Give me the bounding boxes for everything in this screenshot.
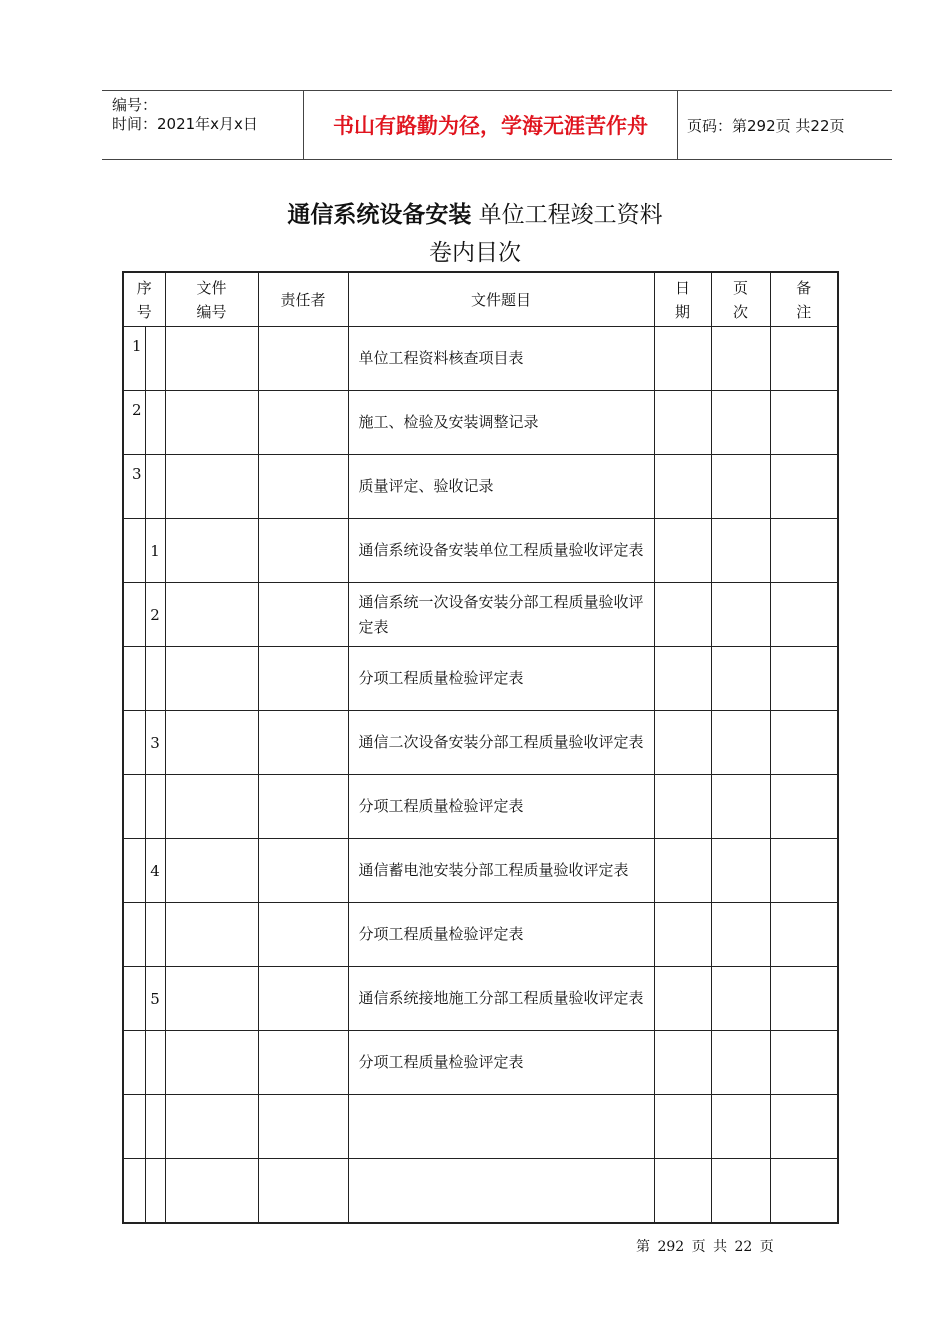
date-cell [654,711,711,775]
file-no-cell [165,903,258,967]
date-cell [654,455,711,519]
seq-cell [123,839,145,903]
col-header-seq: 序 号 [123,272,165,327]
page-cell [711,647,770,711]
document-title [0,196,950,229]
title-rest: 单位工程竣工资料 [471,202,663,228]
file-no-cell [165,967,258,1031]
date-cell [654,647,711,711]
title-cell: 分项工程质量检验评定表 [348,775,654,839]
seq-cell: 1 [123,327,145,391]
header-meta [102,91,303,159]
seq-cell [123,1159,145,1224]
table-row [123,327,838,391]
header-slogan: 书山有路勤为径，学海无涯苦作舟 [303,91,678,159]
date-cell [654,391,711,455]
owner-cell [258,967,348,1031]
file-no-cell [165,519,258,583]
seq-cell [123,647,145,711]
page-cell [711,455,770,519]
document-subtitle: 卷内目次 [429,240,521,266]
remark-cell [770,903,838,967]
table-row [123,903,838,967]
remark-cell [770,711,838,775]
col-header-remark: 备 注 [770,272,838,327]
date-cell [654,1095,711,1159]
title-cell: 通信系统设备安装单位工程质量验收评定表 [348,519,654,583]
title-bold: 通信系统设备安装 [287,201,472,228]
title-cell: 通信蓄电池安装分部工程质量验收评定表 [348,839,654,903]
page-cell [711,967,770,1031]
file-no-cell [165,1159,258,1224]
subseq-cell [145,775,165,839]
title-cell: 单位工程资料核查项目表 [348,327,654,391]
subseq-cell: 3 [145,711,165,775]
owner-cell [258,391,348,455]
remark-cell [770,647,838,711]
document-header [102,90,892,160]
title-cell [348,1095,654,1159]
title-cell: 分项工程质量检验评定表 [348,903,654,967]
title-cell: 质量评定、验收记录 [348,455,654,519]
file-no-cell [165,1095,258,1159]
subseq-cell [145,1159,165,1224]
remark-cell [770,519,838,583]
page-cell [711,1031,770,1095]
file-no-cell [165,775,258,839]
remark-cell [770,1031,838,1095]
date-cell [654,327,711,391]
page-footer: 第 292 页 共 22 页 [636,1239,774,1255]
file-no-cell [165,455,258,519]
col-header-file-no: 文件 编号 [165,272,258,327]
seq-cell [123,583,145,647]
seq-cell [123,1031,145,1095]
subseq-cell [145,391,165,455]
date-cell [654,775,711,839]
date-cell [654,583,711,647]
owner-cell [258,839,348,903]
subseq-cell [145,455,165,519]
subseq-cell [145,647,165,711]
seq-cell: 3 [123,455,145,519]
title-cell: 分项工程质量检验评定表 [348,1031,654,1095]
table-row [123,775,838,839]
page-cell [711,711,770,775]
subseq-cell [145,1095,165,1159]
file-no-cell [165,711,258,775]
table-row [123,583,838,647]
date-cell [654,519,711,583]
file-no-cell [165,1031,258,1095]
date-cell [654,1031,711,1095]
seq-cell [123,1095,145,1159]
owner-cell [258,455,348,519]
remark-cell [770,1095,838,1159]
table-row [123,519,838,583]
col-header-owner: 责任者 [258,272,348,327]
owner-cell [258,519,348,583]
date-cell [654,1159,711,1224]
remark-cell [770,455,838,519]
subseq-cell: 1 [145,519,165,583]
seq-cell [123,967,145,1031]
table-row [123,1031,838,1095]
page-cell [711,1095,770,1159]
number-label: 编号： [112,96,158,114]
seq-cell [123,519,145,583]
table-row [123,647,838,711]
table-row [123,711,838,775]
table-row [123,391,838,455]
remark-cell [770,391,838,455]
subseq-cell [145,327,165,391]
title-cell: 施工、检验及安装调整记录 [348,391,654,455]
remark-cell [770,967,838,1031]
col-header-date: 日 期 [654,272,711,327]
subseq-cell [145,903,165,967]
table-row [123,455,838,519]
col-header-page: 页 次 [711,272,770,327]
file-no-cell [165,839,258,903]
seq-cell: 2 [123,391,145,455]
page-cell [711,1159,770,1224]
owner-cell [258,583,348,647]
remark-cell [770,1159,838,1224]
owner-cell [258,327,348,391]
table-row [123,1095,838,1159]
subseq-cell: 5 [145,967,165,1031]
file-no-cell [165,647,258,711]
seq-cell [123,903,145,967]
contents-table [122,271,839,1224]
seq-cell [123,775,145,839]
file-no-cell [165,583,258,647]
page-cell [711,839,770,903]
remark-cell [770,775,838,839]
owner-cell [258,711,348,775]
title-cell: 通信二次设备安装分部工程质量验收评定表 [348,711,654,775]
seq-cell [123,711,145,775]
table-row [123,1159,838,1224]
table-row [123,967,838,1031]
time-label: 时间：2021年x月x日 [112,115,258,133]
table-row [123,839,838,903]
owner-cell [258,903,348,967]
subseq-cell [145,1031,165,1095]
owner-cell [258,1159,348,1224]
page-cell [711,391,770,455]
table-header-row [123,272,838,327]
page-cell [711,903,770,967]
page-cell [711,519,770,583]
file-no-cell [165,391,258,455]
page-cell [711,583,770,647]
remark-cell [770,839,838,903]
title-cell [348,1159,654,1224]
owner-cell [258,775,348,839]
remark-cell [770,583,838,647]
title-cell: 通信系统接地施工分部工程质量验收评定表 [348,967,654,1031]
title-cell: 分项工程质量检验评定表 [348,647,654,711]
page-cell [711,775,770,839]
subseq-cell: 4 [145,839,165,903]
owner-cell [258,1031,348,1095]
subseq-cell: 2 [145,583,165,647]
owner-cell [258,1095,348,1159]
owner-cell [258,647,348,711]
date-cell [654,967,711,1031]
file-no-cell [165,327,258,391]
page-cell [711,327,770,391]
header-page-label: 页码：第292页 共22页 [687,116,845,135]
date-cell [654,903,711,967]
remark-cell [770,327,838,391]
col-header-subject: 文件题目 [348,272,654,327]
title-cell: 通信系统一次设备安装分部工程质量验收评定表 [348,583,654,647]
date-cell [654,839,711,903]
